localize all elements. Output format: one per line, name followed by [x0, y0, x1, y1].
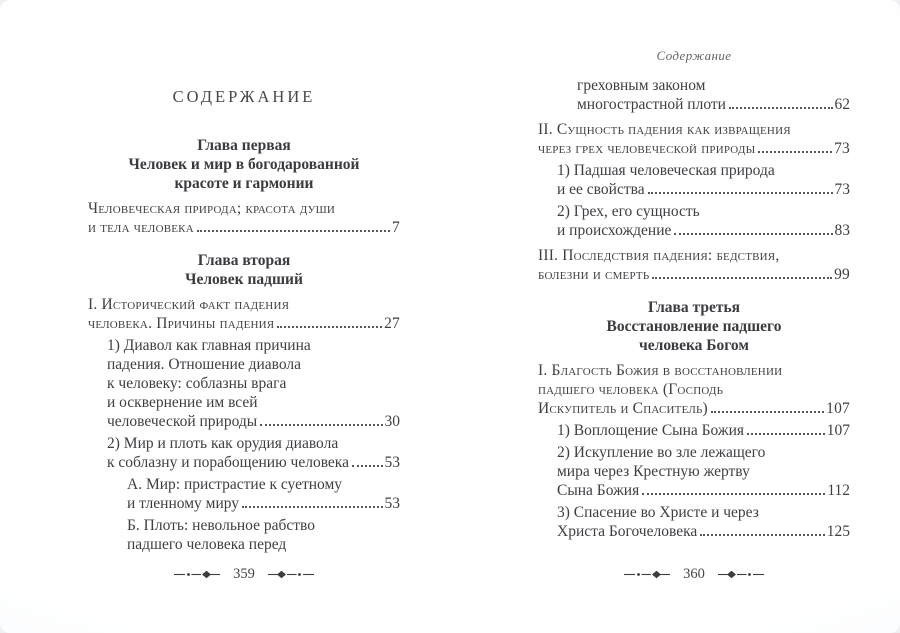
toc-entry	[538, 202, 850, 240]
toc-entry-line	[538, 361, 850, 380]
toc-entry-line	[127, 516, 400, 535]
dot-leader	[700, 534, 825, 536]
toc-entry-text: болезни и смерть	[538, 266, 650, 283]
toc-entry-line	[88, 270, 400, 289]
toc-entries-right	[538, 76, 850, 541]
toc-entry	[88, 434, 400, 472]
folio-number: 359	[233, 566, 255, 582]
toc-entry-text: многострастной плоти	[577, 96, 726, 113]
toc-entry-text: II. Сущность падения как извращения	[538, 121, 791, 138]
toc-entry-line	[88, 314, 400, 333]
toc-entry-line	[88, 174, 400, 193]
toc-entry-line	[557, 462, 850, 481]
ornament-divider-icon	[624, 570, 670, 579]
running-head: Содержание	[656, 48, 732, 63]
toc-entry-text: 3) Спасение во Христе и через	[557, 504, 759, 521]
toc-entry	[538, 503, 850, 541]
toc-entry-text: Искупитель и Спаситель)	[538, 400, 708, 417]
toc-page-ref: 125	[826, 523, 850, 540]
toc-entry-line	[107, 412, 400, 431]
toc-entry	[538, 361, 850, 418]
toc-entry-line	[127, 494, 400, 513]
ornament-divider-icon	[268, 570, 314, 579]
toc-entry	[538, 421, 850, 440]
toc-entry-text: и происхождение	[557, 222, 672, 239]
toc-page-ref: 83	[834, 222, 850, 239]
toc-entry-text: через грех человеческой природы	[538, 140, 756, 157]
toc-entry-line	[577, 76, 850, 95]
toc-chapter-heading	[538, 298, 850, 355]
toc-entry-text: Человеческая природа; красота души	[88, 200, 336, 217]
toc-entry-line	[538, 139, 850, 158]
dot-leader	[711, 411, 824, 413]
folio-number: 360	[683, 566, 705, 582]
toc-entry-text: 1) Падшая человеческая природа	[557, 162, 775, 179]
toc-page-ref: 53	[384, 454, 400, 471]
toc-entry-line	[88, 218, 400, 237]
dot-leader	[197, 230, 390, 232]
toc-entry-line	[557, 503, 850, 522]
toc-entry-line	[107, 434, 400, 453]
toc-entry-line	[107, 374, 400, 393]
toc-entry-line	[557, 481, 850, 500]
toc-entry-text: и ее свойства	[557, 181, 645, 198]
toc-page-left	[88, 0, 400, 633]
toc-chapter-heading	[88, 251, 400, 289]
toc-page-ref: 7	[392, 219, 400, 236]
toc-entry-text: Восстановление падшего	[606, 318, 782, 335]
toc-entry-line	[107, 355, 400, 374]
dot-leader	[648, 192, 833, 194]
toc-entry-line	[127, 475, 400, 494]
toc-page-ref: 107	[826, 422, 850, 439]
toc-entry-text: Глава первая	[197, 137, 291, 154]
toc-page-ref: 27	[384, 315, 400, 332]
toc-entry-text: А. Мир: пристрастие к суетному	[127, 476, 343, 493]
toc-entry-text: 2) Искупление во зле лежащего	[557, 444, 766, 461]
toc-entry-line	[557, 421, 850, 440]
toc-entry-line	[88, 295, 400, 314]
toc-page-ref: 73	[834, 140, 850, 157]
toc-entry-text: I. Исторический факт падения	[88, 296, 290, 313]
toc-entry-line	[538, 399, 850, 418]
toc-entry-text: греховным законом	[577, 77, 706, 94]
toc-entry-line	[538, 120, 850, 139]
toc-entry-text: Человек падший	[185, 271, 303, 288]
toc-entry-line	[557, 202, 850, 221]
toc-chapter-heading	[88, 136, 400, 193]
toc-entry-text: красоте и гармонии	[174, 175, 314, 192]
toc-page-ref: 112	[827, 482, 850, 499]
dot-leader	[260, 424, 382, 426]
toc-entry-line	[107, 453, 400, 472]
toc-entry-line	[577, 95, 850, 114]
toc-entry	[538, 246, 850, 284]
toc-entry-text: Христа Богочеловека	[557, 523, 698, 540]
dot-leader	[652, 277, 832, 279]
toc-entry-text: Б. Плоть: невольное рабство	[127, 517, 316, 534]
toc-entry-text: III. Последствия падения: бедствия,	[538, 247, 780, 264]
toc-entry-text: 1) Диавол как главная причина	[107, 337, 311, 354]
toc-entry-text: и тела человека	[88, 219, 194, 236]
toc-entry-text: 2) Грех, его сущность	[557, 203, 700, 220]
toc-entry-text: человека. Причины падения	[88, 315, 275, 332]
dot-leader	[674, 233, 832, 235]
toc-page-right	[538, 0, 850, 633]
toc-entry-text: мира через Крестную жертву	[557, 463, 750, 480]
toc-entry-text: падшего человека перед	[127, 536, 287, 553]
toc-entry-text: к человеку: соблазны врага	[107, 375, 287, 392]
toc-entry-text: 1) Воплощение Сына Божия	[557, 422, 745, 439]
toc-entry-line	[538, 336, 850, 355]
page-footer-left	[88, 566, 400, 583]
toc-entry-line	[538, 298, 850, 317]
ornament-divider-icon	[174, 570, 220, 579]
toc-entry-text: человека Богом	[639, 337, 749, 354]
toc-entry-text: падшего человека (Господь	[538, 381, 724, 398]
dot-leader	[352, 465, 383, 467]
toc-entry-line	[88, 136, 400, 155]
dot-leader	[242, 506, 382, 508]
ornament-divider-icon	[718, 570, 764, 579]
toc-entry-text: и осквернение им всей	[107, 394, 258, 411]
toc-entry	[88, 295, 400, 333]
toc-entry-text: к соблазну и порабощению человека	[107, 454, 349, 471]
toc-entry	[88, 516, 400, 554]
toc-entry-text: падения. Отношение диавола	[107, 356, 302, 373]
toc-entry	[88, 199, 400, 237]
toc-entry-line	[88, 251, 400, 270]
toc-entry-text: Человек и мир в богодарованной	[128, 156, 360, 173]
dot-leader	[277, 326, 382, 328]
toc-entry-line	[538, 380, 850, 399]
toc-entry-text: Сына Божия	[557, 482, 640, 499]
toc-entry-line	[557, 180, 850, 199]
toc-page-ref: 99	[834, 266, 850, 283]
toc-page-ref: 73	[834, 181, 850, 198]
toc-entry-line	[557, 161, 850, 180]
toc-entry	[538, 76, 850, 114]
dot-leader	[642, 493, 825, 495]
toc-entry-text: Глава вторая	[197, 252, 291, 269]
toc-entry-line	[557, 522, 850, 541]
toc-page-ref: 30	[384, 413, 400, 430]
toc-entry	[538, 120, 850, 158]
toc-entry-text: человеческой природы	[107, 413, 258, 430]
toc-entry-text: и тленному миру	[127, 495, 240, 512]
toc-entry-line	[88, 155, 400, 174]
toc-page-ref: 62	[834, 96, 850, 113]
page-footer-right	[538, 566, 850, 583]
toc-entry-line	[88, 199, 400, 218]
toc-page-ref: 107	[826, 400, 850, 417]
toc-entry-text: 2) Мир и плоть как орудия диавола	[107, 435, 339, 452]
toc-title: СОДЕРЖАНИЕ	[172, 87, 316, 106]
toc-entry-text: Глава третья	[647, 299, 741, 316]
dot-leader	[747, 433, 825, 435]
toc-entry-line	[127, 535, 400, 554]
toc-entry-text: I. Благость Божия в восстановлении	[538, 362, 783, 379]
dot-leader	[729, 107, 833, 109]
toc-entry-line	[107, 393, 400, 412]
toc-entry-line	[557, 221, 850, 240]
toc-page-ref: 53	[384, 495, 400, 512]
toc-entry-line	[538, 317, 850, 336]
toc-entry-line	[107, 336, 400, 355]
toc-entry	[88, 336, 400, 431]
toc-entries-left	[88, 136, 400, 554]
toc-entry-line	[557, 443, 850, 462]
toc-entry-line	[538, 265, 850, 284]
toc-entry	[538, 443, 850, 500]
dot-leader	[758, 151, 832, 153]
toc-entry-line	[538, 246, 850, 265]
toc-entry	[88, 475, 400, 513]
toc-entry	[538, 161, 850, 199]
